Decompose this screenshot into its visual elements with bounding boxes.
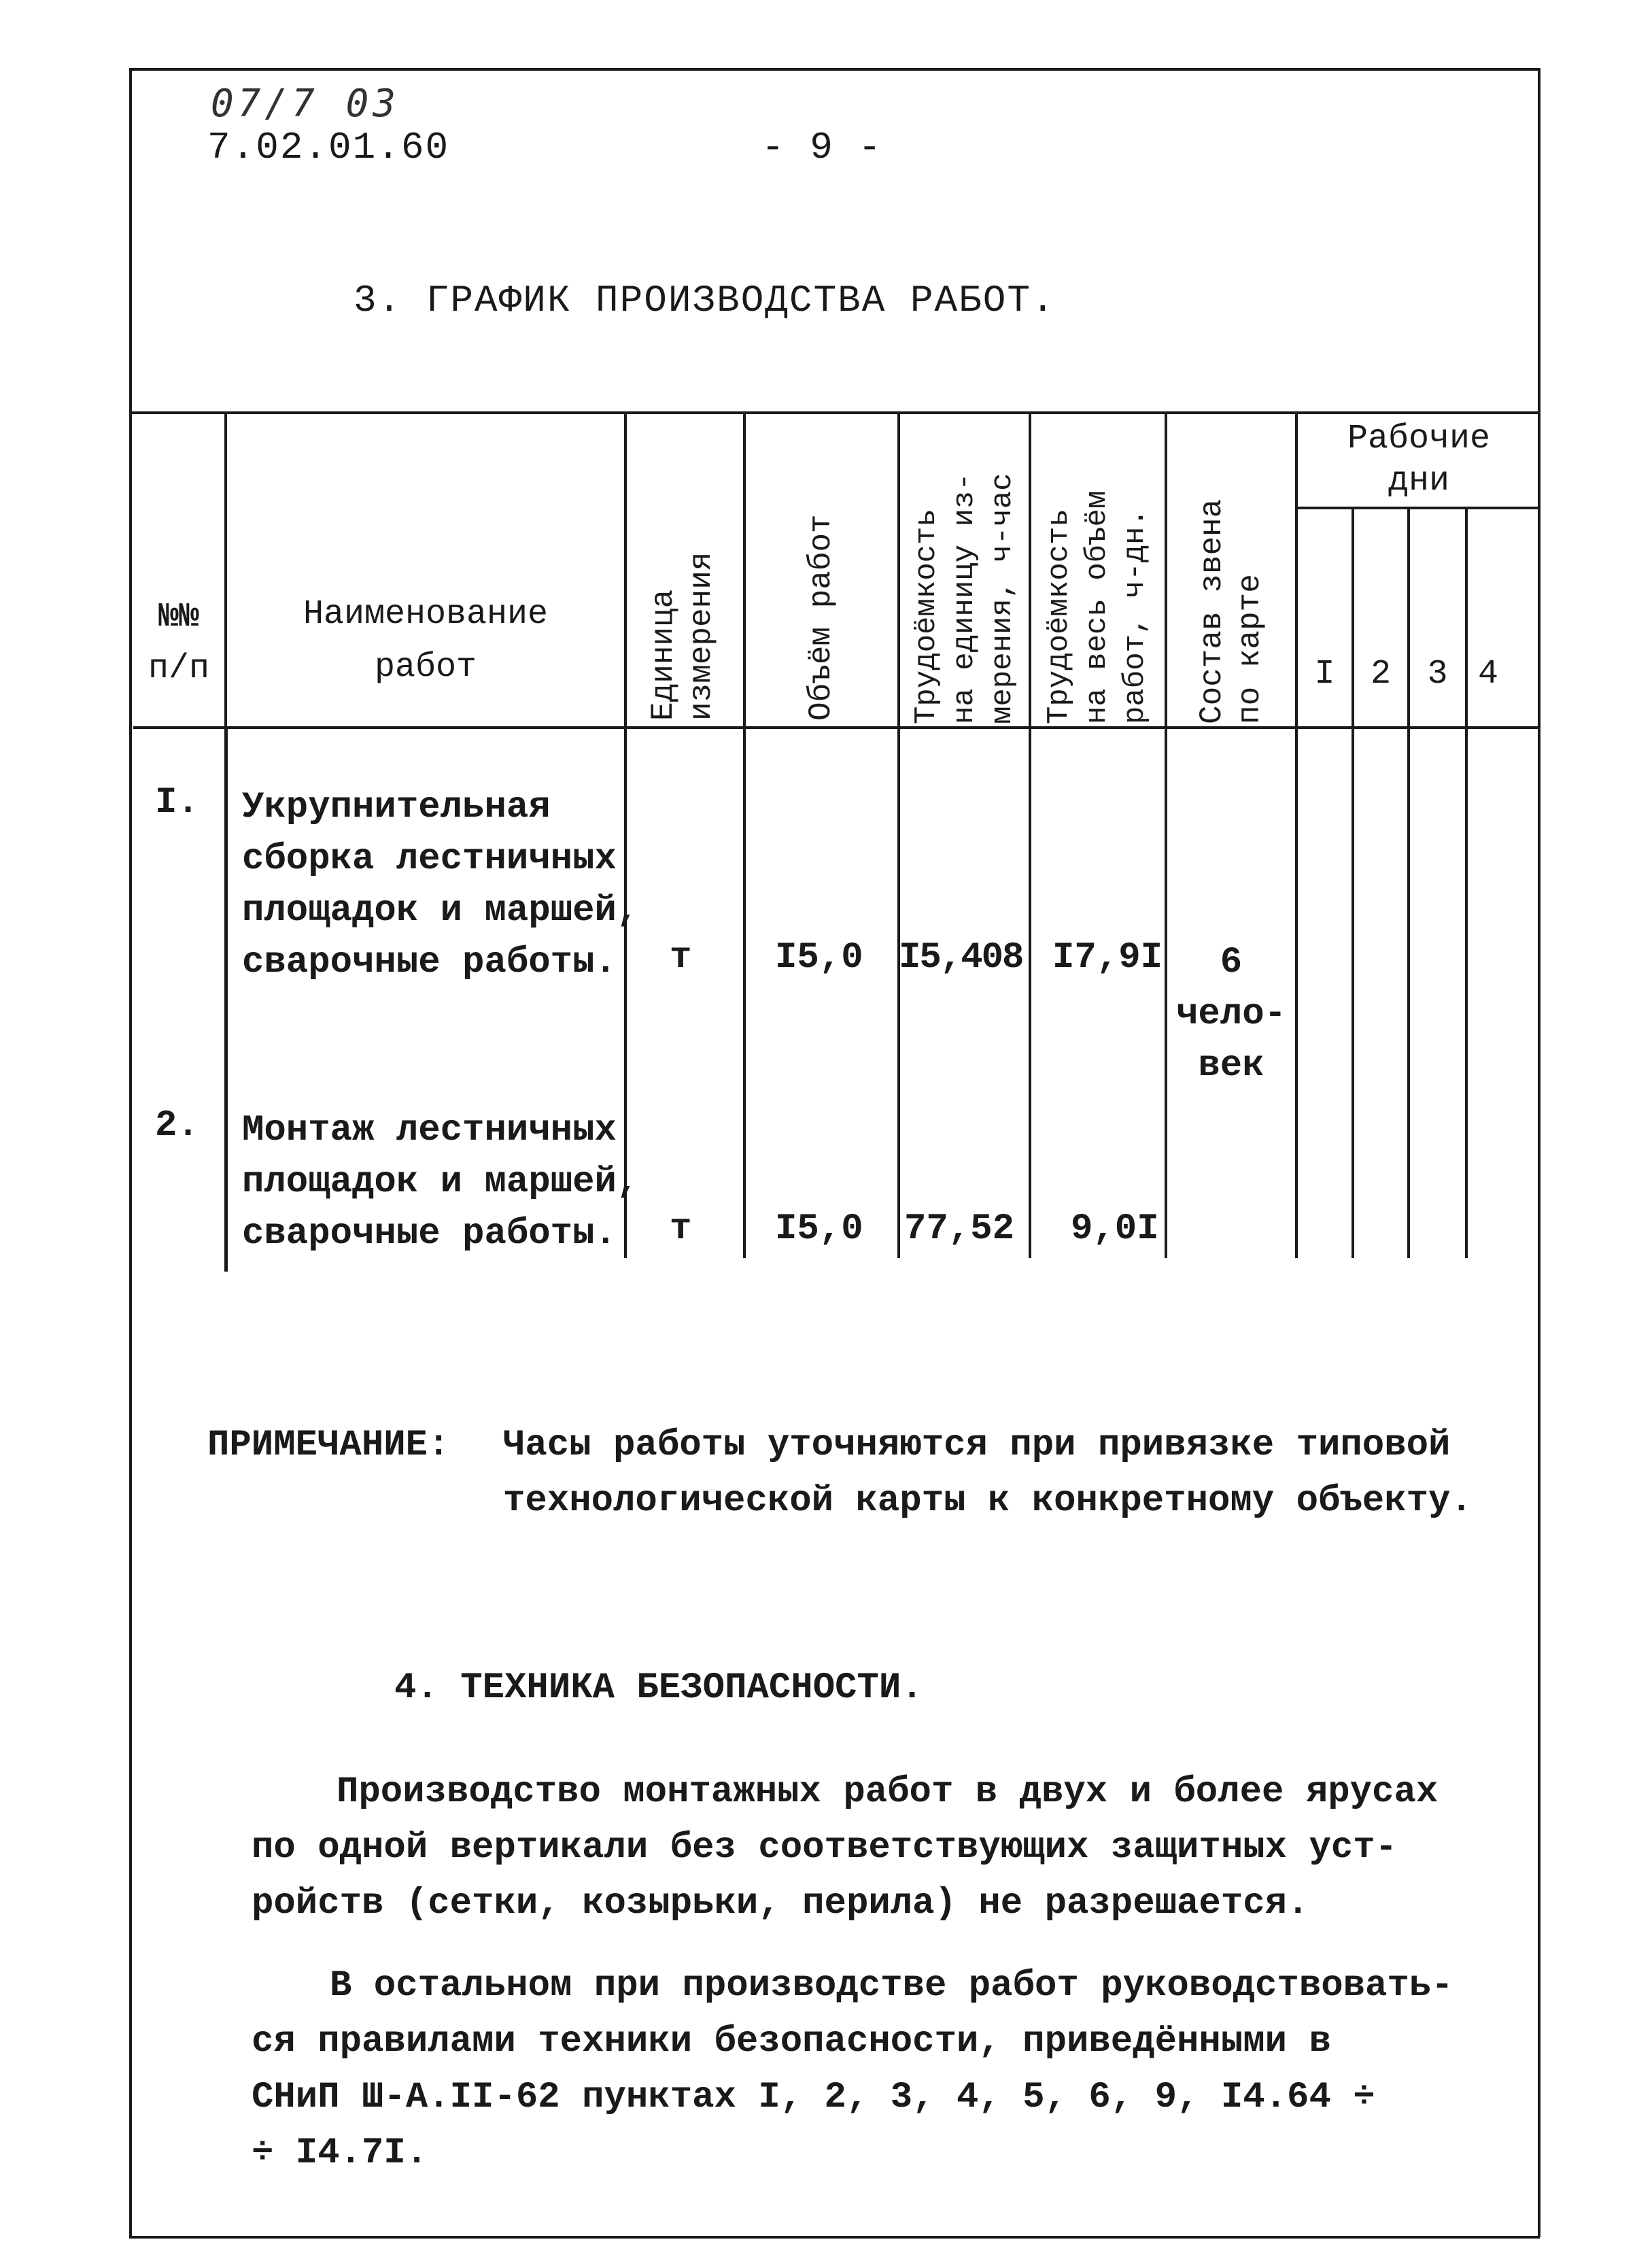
header-labor-total: Трудоёмкость на весь объём работ, ч-дн. xyxy=(1042,490,1152,724)
row-1-volume: I5,0 xyxy=(775,937,863,979)
col-line-7 xyxy=(1295,728,1298,1258)
paragraph-line: Производство монтажных работ в двух и более ярусах xyxy=(337,1771,1439,1813)
row-2-labor-total: 9,0I xyxy=(1071,1208,1159,1250)
handwritten-code: 07/7 03 xyxy=(211,82,400,126)
header-num xyxy=(133,592,224,695)
col-line-5 xyxy=(1029,728,1031,1258)
col-line-6-head xyxy=(1165,413,1167,728)
row-1-name-line: площадок и маршей, xyxy=(242,890,639,932)
document-code: 7.02.01.60 xyxy=(207,126,450,169)
col-line-4 xyxy=(897,728,900,1258)
row-2-name-line: сварочные работы. xyxy=(242,1213,617,1255)
header-day-4: 4 xyxy=(1477,655,1498,694)
header-day-3: 3 xyxy=(1427,655,1448,694)
row-1-unit: т xyxy=(670,937,692,979)
col-line-1 xyxy=(224,728,228,1272)
row-1-crew-line: 6 xyxy=(1220,942,1243,983)
header-volume: Объём работ xyxy=(804,514,839,721)
row-1-name-line: Укрупнительная xyxy=(242,787,551,828)
workdays-sub-line xyxy=(1295,507,1540,509)
note-line: Часы работы уточняются при привязке типовой xyxy=(503,1425,1451,1466)
header-day-1: I xyxy=(1314,655,1335,694)
day-line-3 xyxy=(1465,728,1468,1258)
row-2-unit: т xyxy=(670,1208,692,1250)
page-number: - 9 - xyxy=(761,126,883,169)
row-1-crew-line: век xyxy=(1198,1045,1264,1087)
paragraph-line: В остальном при производстве работ руководствовать- xyxy=(330,1965,1453,2007)
col-line-3 xyxy=(743,728,746,1258)
row-2-labor-unit: 77,52 xyxy=(904,1208,1015,1250)
frame-bottom-line xyxy=(129,2236,1540,2239)
day-line-1 xyxy=(1352,728,1354,1258)
header-name xyxy=(227,588,624,694)
header-num-line1: №№ xyxy=(158,598,199,636)
table-top-line xyxy=(129,411,1540,414)
row-1-crew-line: чело- xyxy=(1175,993,1287,1035)
paragraph-line: СНиП Ш-А.II-62 пунктах I, 2, 3, 4, 5, 6, 9, I4.64 ÷ xyxy=(252,2077,1375,2118)
col-line-3-head xyxy=(743,413,746,728)
header-day-2: 2 xyxy=(1370,655,1391,694)
header-workdays-line1: Рабочие xyxy=(1347,420,1491,458)
header-bottom-line xyxy=(133,726,1540,729)
header-labor-unit: Трудоёмкость на единицу из- мерения, ч-час xyxy=(910,473,1020,724)
header-name-line1: Наименование xyxy=(303,595,549,634)
section-3-title: 3. ГРАФИК ПРОИЗВОДСТВА РАБОТ. xyxy=(354,279,1056,322)
safety-paragraph-1 xyxy=(252,1765,1438,1932)
col-line-4-head xyxy=(897,413,900,728)
row-2-num: 2. xyxy=(155,1105,199,1146)
day-line-2 xyxy=(1407,728,1410,1258)
frame-left-line xyxy=(129,68,132,2237)
row-1-name xyxy=(242,782,638,989)
paragraph-line: ся правилами техники безопасности, приведёнными в xyxy=(252,2021,1331,2062)
row-2-volume: I5,0 xyxy=(775,1208,863,1250)
header-crew: Состав звена по карте xyxy=(1194,498,1268,724)
safety-paragraph-2 xyxy=(252,1958,1453,2181)
frame-top-line xyxy=(129,68,1540,71)
row-1-name-line: сборка лестничных xyxy=(242,838,617,880)
paragraph-line: ÷ I4.7I. xyxy=(252,2132,428,2174)
note-text xyxy=(503,1418,1473,1529)
row-1-labor-total: I7,9I xyxy=(1052,937,1163,979)
row-2-name-line: площадок и маршей, xyxy=(242,1161,639,1203)
header-workdays-line2: дни xyxy=(1388,462,1449,500)
note-label: ПРИМЕЧАНИЕ: xyxy=(207,1425,450,1466)
header-name-line2: работ xyxy=(374,648,477,687)
paragraph-line: ройств (сетки, козырьки, перила) не разрешается. xyxy=(252,1883,1309,1924)
frame-right-line xyxy=(1538,68,1541,2237)
col-line-2-head xyxy=(624,413,627,728)
header-workdays xyxy=(1298,418,1540,503)
section-4-title: 4. ТЕХНИКА БЕЗОПАСНОСТИ. xyxy=(394,1667,923,1709)
row-1-crew xyxy=(1167,937,1295,1092)
row-2-name-line: Монтаж лестничных xyxy=(242,1110,617,1151)
col-line-5-head xyxy=(1029,413,1031,728)
row-1-labor-unit: I5,408 xyxy=(899,937,1023,979)
note-line: технологической карты к конкретному объекту. xyxy=(503,1480,1473,1522)
header-num-line2: п/п xyxy=(148,649,209,688)
paragraph-line: по одной вертикали без соответствующих защитных уст- xyxy=(252,1827,1398,1869)
row-1-name-line: сварочные работы. xyxy=(242,942,617,983)
row-2-name xyxy=(242,1105,638,1260)
row-1-num: I. xyxy=(155,782,199,823)
header-unit: Единица измерения xyxy=(646,551,719,721)
